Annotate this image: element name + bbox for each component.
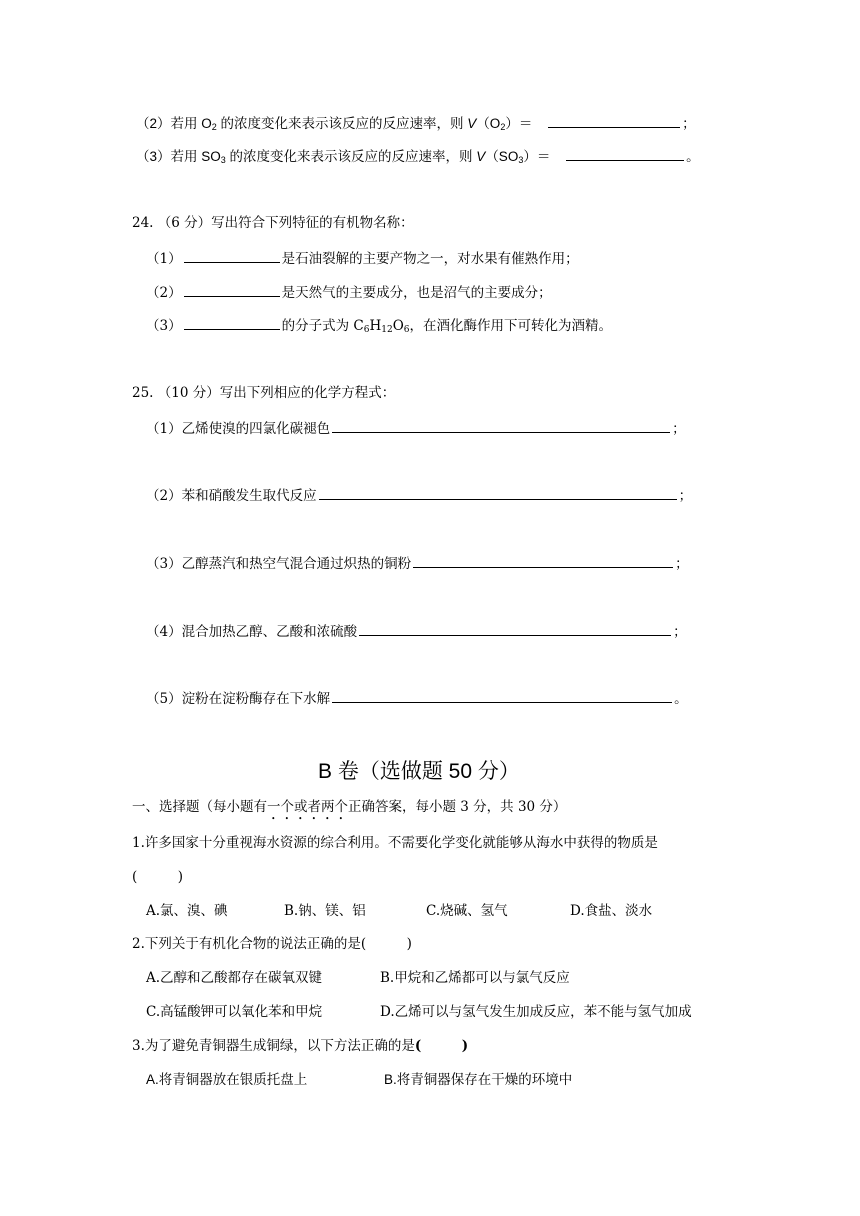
option-a[interactable]: A.将青铜器放在银质托盘上 [146, 1072, 308, 1087]
answer-blank[interactable] [319, 485, 677, 500]
section-b-instructions: 一、选择题（每小题有一个或者两个正确答案，每小题 3 分，共 30 分） [132, 799, 567, 815]
q25-item-4: （4）混合加热乙醇、乙酸和浓硫酸 ； [146, 621, 687, 641]
answer-blank[interactable] [548, 113, 680, 128]
answer-blank[interactable] [566, 146, 684, 161]
q24-item-1: （1） 是石油裂解的主要产物之一，对水果有催熟作用； [146, 248, 579, 268]
answer-blank[interactable] [332, 688, 672, 703]
q24-heading: 24. （6 分）写出符合下列特征的有机物名称： [132, 215, 414, 231]
q23-part3: （3）若用 $SO_3$ 的浓度变化来表示该反应的反应速率，则 $V(SO_3)=$ 。 [136, 146, 700, 169]
option-b[interactable]: B.甲烷和乙烯都可以与氯气反应 [380, 970, 570, 986]
mc-1-paren: ( ) [132, 869, 184, 885]
option-b[interactable]: B.钠、镁、铝 [284, 903, 366, 919]
mc-3-stem: 3.为了避免青铜器生成铜绿，以下方法正确的是( ) [132, 1038, 469, 1054]
mc-2-options-row1 [146, 969, 570, 987]
answer-blank[interactable] [332, 418, 670, 433]
mc-2-options-row2 [146, 1003, 692, 1021]
answer-blank[interactable] [413, 553, 673, 568]
q24-item-2: （2） 是天然气的主要成分，也是沼气的主要成分； [146, 282, 552, 302]
answer-blank[interactable] [184, 248, 280, 263]
q23-part2: （2）若用 $O_2$ 的浓度变化来表示该反应的反应速率，则 $V(O_2)=$ ； [136, 113, 696, 136]
section-b-title: B 卷（选做题 50 分） [318, 760, 520, 783]
q25-item-2: （2）苯和硝酸发生取代反应 ； [146, 485, 692, 505]
q25-item-1: （1）乙烯使溴的四氯化碳褪色 ； [146, 418, 686, 438]
mc-1-stem: 1.许多国家十分重视海水资源的综合利用。不需要化学变化就能够从海水中获得的物质是 [132, 835, 658, 851]
mc-3-options [146, 1071, 572, 1089]
option-a[interactable]: A.氯、溴、碘 [146, 903, 228, 919]
option-a[interactable]: A.乙醇和乙酸都存在碳氧双键 [146, 970, 323, 986]
mc-1-options [146, 902, 652, 920]
answer-blank[interactable] [184, 282, 280, 297]
answer-blank[interactable] [184, 315, 280, 330]
q25-item-3: （3）乙醇蒸汽和热空气混合通过炽热的铜粉 ； [146, 553, 689, 573]
q25-heading: 25. （10 分）写出下列相应的化学方程式： [132, 385, 396, 401]
q25-item-5: （5）淀粉在淀粉酶存在下水解 。 [146, 688, 688, 708]
option-c[interactable]: C.高锰酸钾可以氧化苯和甲烷 [146, 1004, 323, 1020]
mc-2-stem: 2.下列关于有机化合物的说法正确的是( ) [132, 936, 412, 952]
option-d[interactable]: D.乙烯可以与氢气发生加成反应，苯不能与氢气加成 [380, 1004, 692, 1020]
option-d[interactable]: D.食盐、淡水 [570, 903, 653, 919]
answer-blank[interactable] [359, 621, 671, 636]
option-c[interactable]: C.烧碱、氢气 [426, 903, 508, 919]
option-b[interactable]: B.将青铜器保存在干燥的环境中 [384, 1072, 573, 1087]
q24-item-3: （3） 的分子式为 $C_6H_{12}O_6$，在酒化酶作用下可转化为酒精。 [146, 315, 612, 339]
